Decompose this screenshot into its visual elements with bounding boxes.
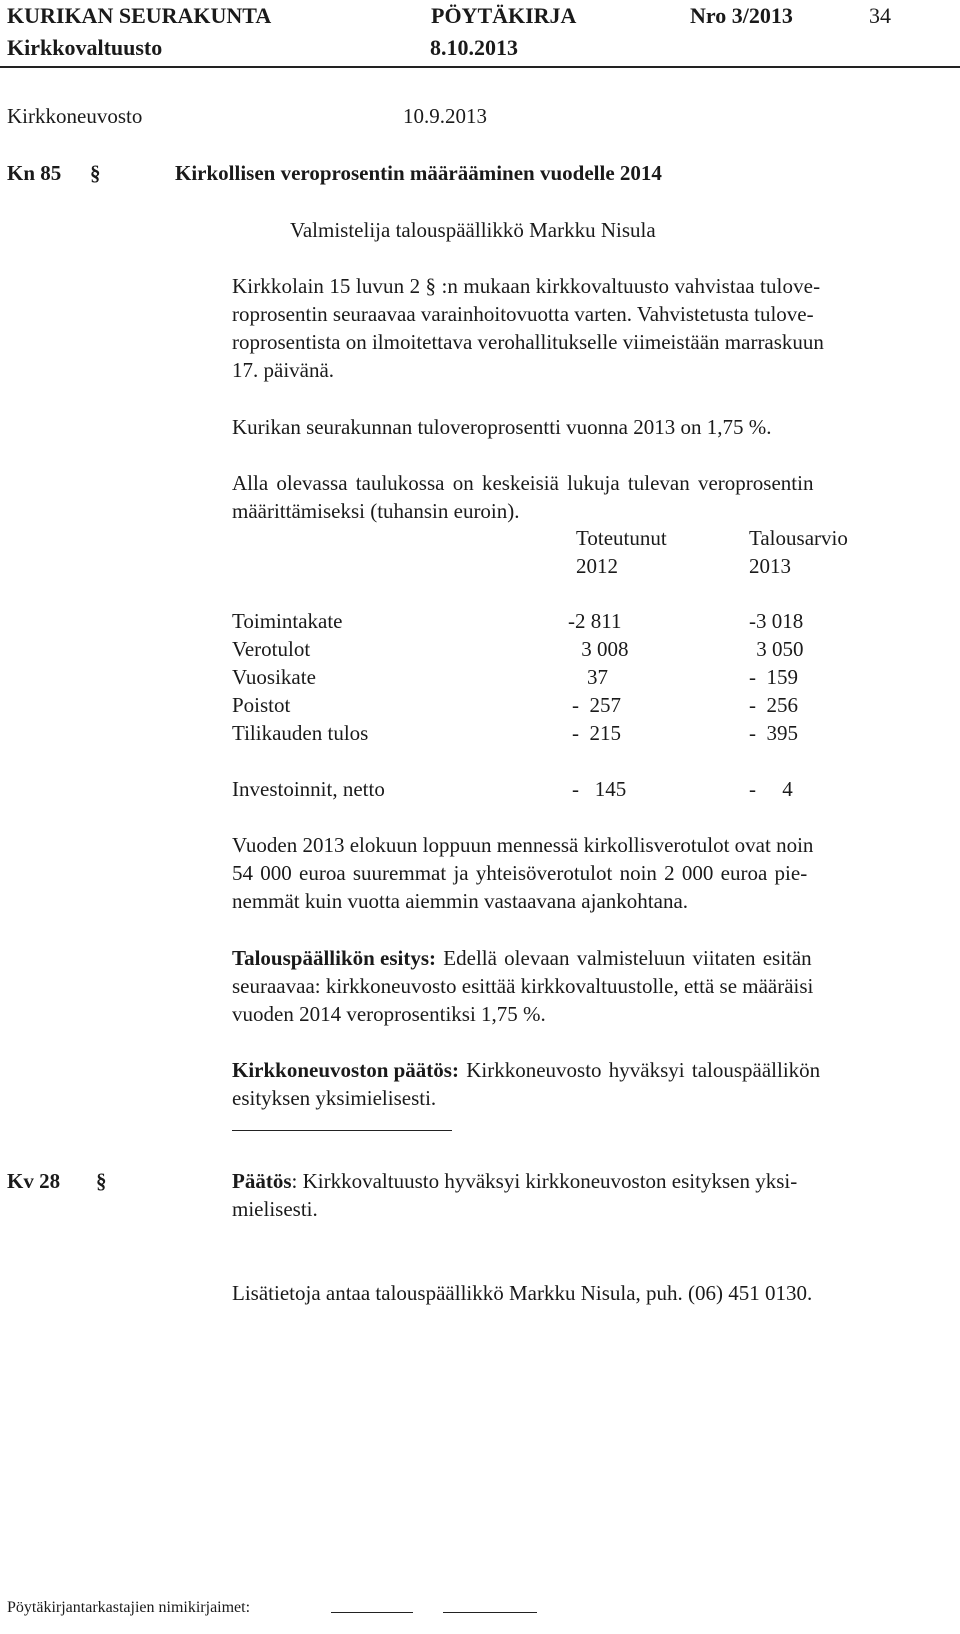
preparer: Valmistelija talouspäällikkö Markku Nisula [290,218,656,242]
row-label: Investoinnit, netto [232,777,385,801]
row-value-2012: - 257 [572,693,621,717]
p5-line3: vuoden 2014 veroprosentiksi 1,75 %. [232,1002,546,1026]
header-rule [0,66,960,68]
p4-line2: 54 000 euroa suuremmat ja yhteisöverotulot noin 2 000 euroa pie- [232,861,808,885]
signature-line-2 [443,1612,537,1613]
council-number: Kv 28 [7,1169,61,1193]
row-label: Tilikauden tulos [232,721,369,745]
p4-line1: Vuoden 2013 elokuun loppuun mennessä kirkollisverotulot ovat noin [232,833,814,857]
p6-line2: esityksen yksimielisesti. [232,1086,437,1110]
p5-line2: seuraavaa: kirkkoneuvosto esittää kirkkovaltuustolle, että se määräisi [232,974,814,998]
footer-label: Pöytäkirjantarkastajien nimikirjaimet: [7,1599,251,1616]
council-decision-line1 [232,1167,797,1195]
row-value-2012: -2 811 [568,609,622,633]
row-value-2013: - 256 [749,693,798,717]
p5-line1 [232,944,812,972]
row-label: Poistot [232,693,291,717]
header-org: KURIKAN SEURAKUNTA [7,3,272,28]
council-decision-text: : Kirkkovaltuusto hyväksyi kirkkoneuvoston esityksen yksi- [291,1169,798,1193]
section-symbol: § [90,161,101,185]
council-symbol: § [96,1169,107,1193]
meeting-body: Kirkkoneuvosto [7,104,143,128]
p3-line2: määrittämiseksi (tuhansin euroin). [232,499,520,523]
header-page: 34 [869,3,891,28]
p1-line3: roprosentista on ilmoitettava verohallitukselle viimeistään marraskuun [232,330,824,354]
header-date: 8.10.2013 [430,35,518,60]
row-value-2013: - 159 [749,665,798,689]
row-value-2012: 37 [566,665,608,689]
p1-line1: Kirkkolain 15 luvun 2 § :n mukaan kirkkovaltuusto vahvistaa tulove- [232,274,821,298]
p6-bold: Kirkkoneuvoston päätös: [232,1058,459,1082]
row-value-2013: 3 050 [751,637,804,661]
section-title: Kirkollisen veroprosentin määrääminen vuodelle 2014 [175,161,662,185]
section-separator [232,1130,452,1131]
contact-info: Lisätietoja antaa talouspäällikkö Markku Nisula, puh. (06) 451 0130. [232,1281,813,1305]
row-label: Vuosikate [232,665,316,689]
row-value-2013: - 4 [749,777,793,801]
table-col2-header: Talousarvio [749,526,848,550]
header-doc-type: PÖYTÄKIRJA [431,3,577,28]
p5-text: Edellä olevaan valmisteluun viitaten esitän [436,946,812,970]
header-body: Kirkkovaltuusto [7,35,163,60]
council-decision-line2: mielisesti. [232,1197,318,1221]
row-value-2012: - 215 [572,721,621,745]
row-label: Verotulot [232,637,311,661]
p5-bold: Talouspäällikön esitys: [232,946,437,970]
table-col1-year: 2012 [576,554,618,578]
table-col2-year: 2013 [749,554,791,578]
row-value-2013: - 395 [749,721,798,745]
p6-text: Kirkkoneuvosto hyväksyi talouspäällikön [458,1058,821,1082]
p1-line4: 17. päivänä. [232,358,335,382]
meeting-date: 10.9.2013 [403,104,487,128]
p1-line2: roprosentin seuraavaa varainhoitovuotta varten. Vahvistetusta tulove- [232,302,814,326]
row-value-2012: - 145 [572,777,627,801]
p3-line1: Alla olevassa taulukossa on keskeisiä lukuja tulevan veroprosentin [232,471,814,495]
table-col1-header: Toteutunut [576,526,667,550]
row-value-2013: -3 018 [749,609,804,633]
council-decision-bold: Päätös [232,1169,292,1193]
p6-line1 [232,1056,820,1084]
header-number: Nro 3/2013 [690,3,793,28]
row-label: Toimintakate [232,609,343,633]
section-number: Kn 85 [7,161,62,185]
signature-line-1 [331,1612,413,1613]
p4-line3: nemmät kuin vuotta aiemmin vastaavana ajankohtana. [232,889,689,913]
p2-line1: Kurikan seurakunnan tuloveroprosentti vuonna 2013 on 1,75 %. [232,415,772,439]
row-value-2012: 3 008 [576,637,629,661]
